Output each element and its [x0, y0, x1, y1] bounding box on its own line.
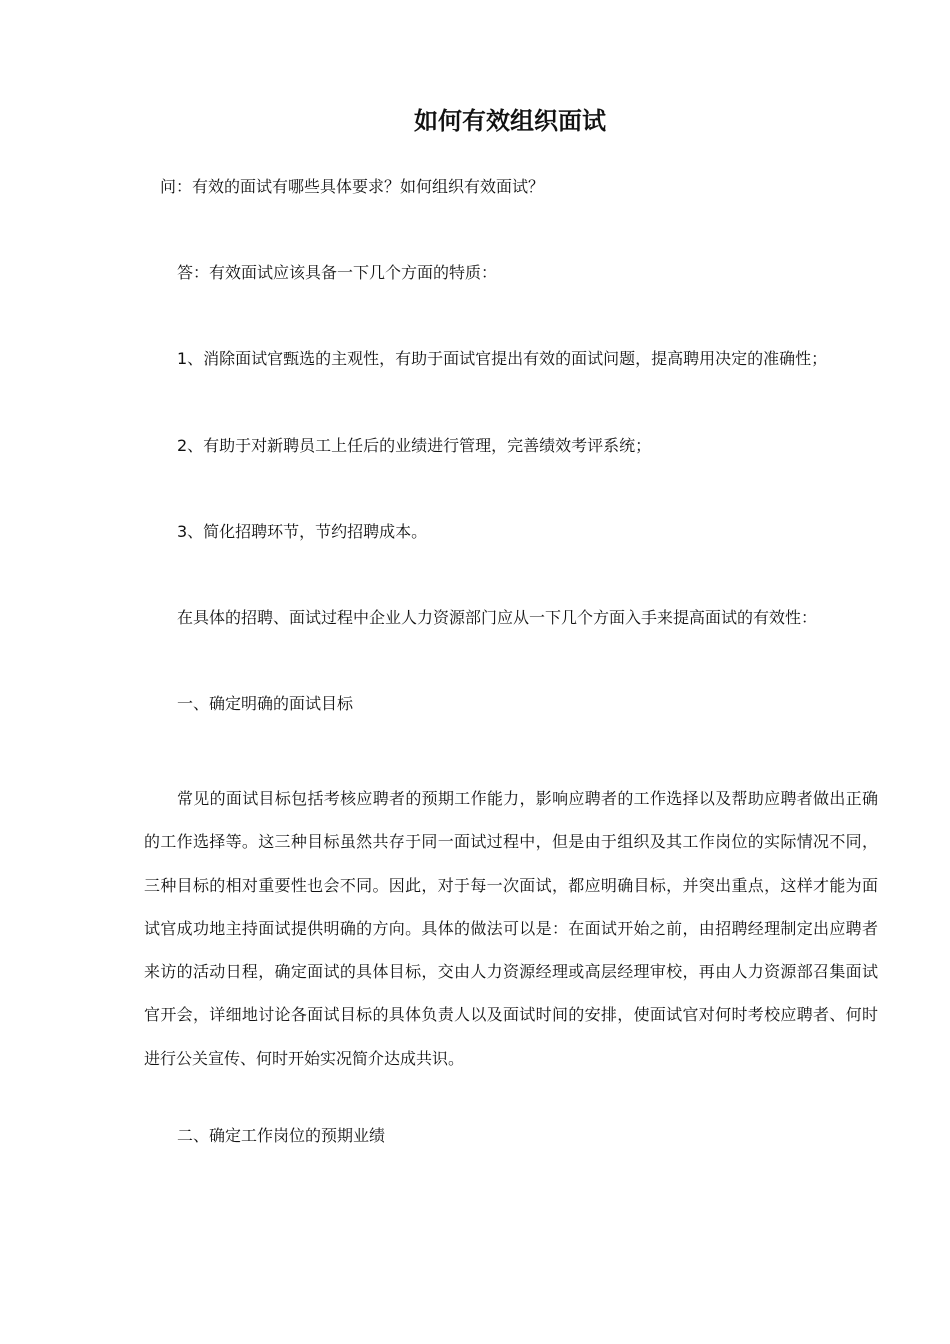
point-item-1: 1、消除面试官甄选的主观性，有助于面试官提出有效的面试问题，提高聘用决定的准确性； [177, 349, 828, 368]
point-item-3: 3、简化招聘环节，节约招聘成本。 [177, 522, 428, 541]
answer-text: 答：有效面试应该具备一下几个方面的特质： [177, 263, 498, 282]
section-heading-1: 一、确定明确的面试目标 [177, 694, 354, 713]
question-text: 问：有效的面试有哪些具体要求？如何组织有效面试？ [160, 177, 545, 196]
intro-text: 在具体的招聘、面试过程中企业人力资源部门应从一下几个方面入手来提高面试的有效性： [177, 608, 818, 627]
document-title: 如何有效组织面试 [414, 107, 606, 135]
section-body-1: 常见的面试目标包括考核应聘者的预期工作能力，影响应聘者的工作选择以及帮助应聘者做出正确的工作选择等。这三种目标虽然共存于同一面试过程中，但是由于组织及其工作岗位的实际情况不同，三种目标的相对重要性也会不同。因此，对于每一次面试，都应明确目标，并突出重点，这样才能为面试官成功地主持面试提供明确的方向。具体的做法可以是：在面试开始之前，由招聘经理制定出应聘者来访的活动日程，确定面试的具体目标，交由人力资源经理或高层经理审校，再由人力资源部召集面试官开会，详细地讨论各面试目标的具体负责人以及面试时间的安排，使面试官对何时考校应聘者、何时进行公关宣传、何时开始实况简介达成共识。 [144, 789, 878, 1068]
section-heading-2: 二、确定工作岗位的预期业绩 [177, 1126, 386, 1145]
point-item-2: 2、有助于对新聘员工上任后的业绩进行管理，完善绩效考评系统； [177, 436, 652, 455]
